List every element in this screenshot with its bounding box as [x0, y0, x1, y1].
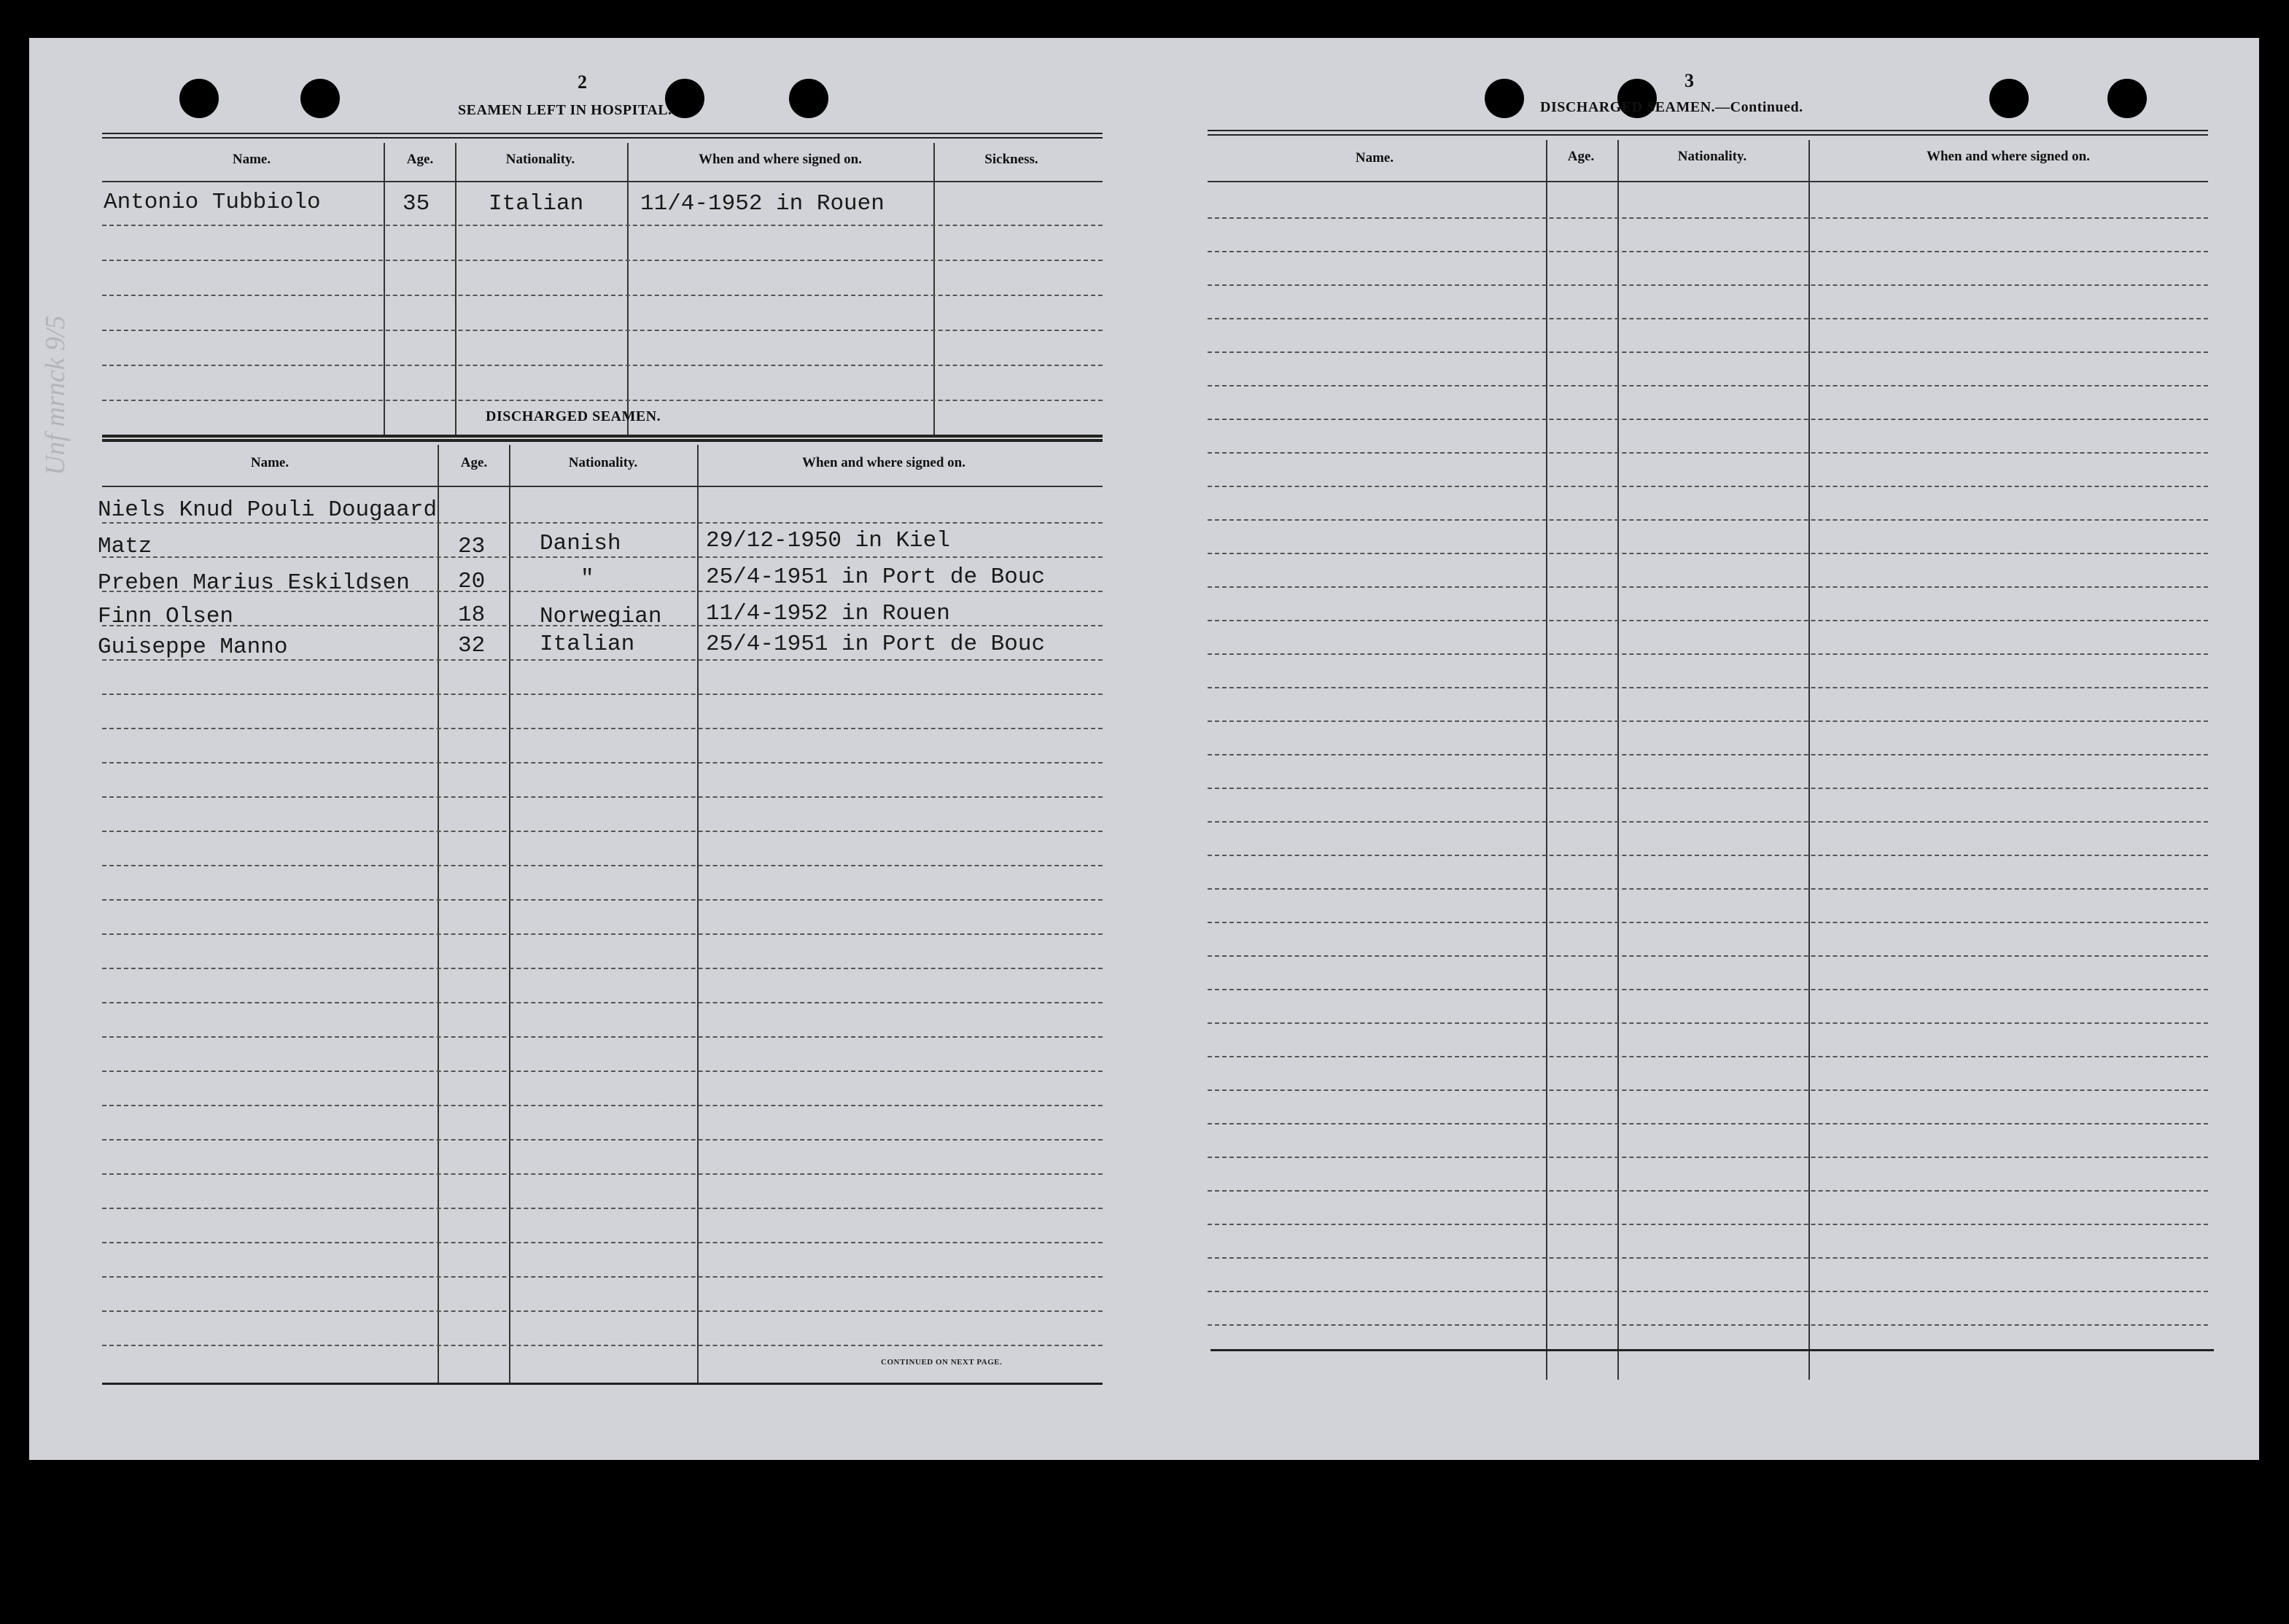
ruled-line [1208, 284, 2208, 286]
ruled-line [1208, 1157, 2208, 1158]
manifest-sheet [29, 38, 2259, 1460]
ruled-line [102, 1345, 1103, 1346]
col-header-nationality: Nationality. [505, 152, 575, 167]
discharged-section-title: DISCHARGED SEAMEN. [486, 408, 661, 424]
ruled-line [1208, 687, 2208, 688]
ruled-line [1208, 452, 2208, 454]
ruled-line [1208, 251, 2208, 252]
ruled-line [102, 1071, 1103, 1072]
ruled-line [102, 1208, 1103, 1209]
discharged-signed-on: 25/4-1951 in Port de Bouc [706, 564, 1046, 590]
ruled-line [1208, 1291, 2208, 1292]
ruled-line [1208, 653, 2208, 655]
discharged-age: 23 [458, 534, 486, 559]
col-header-age: Age. [1567, 149, 1595, 164]
ruled-line [102, 1036, 1103, 1038]
page-number-left: 2 [578, 71, 587, 93]
ruled-line [102, 1002, 1103, 1003]
ruled-line [1208, 855, 2208, 856]
ruled-line [102, 831, 1103, 832]
ruled-line [1208, 989, 2208, 990]
ruled-line [1208, 788, 2208, 789]
ruled-line [1208, 1324, 2208, 1326]
ruled-line [1208, 620, 2208, 621]
ruled-line [1208, 351, 2208, 353]
ruled-line [1208, 1257, 2208, 1259]
ruled-line [102, 365, 1103, 366]
discharged-name: Matz [98, 534, 152, 559]
punch-hole [789, 79, 828, 118]
col-header-name: Name. [1355, 150, 1394, 166]
col-header-name: Name. [250, 455, 289, 470]
hospital-signed-on: 11/4-1952 in Rouen [640, 191, 885, 217]
col-header-signed-on: When and where signed on. [801, 455, 965, 470]
discharged-signed-on: 11/4-1952 in Rouen [706, 601, 950, 626]
ruled-line [1208, 821, 2208, 823]
ruled-line [1208, 217, 2208, 219]
ruled-line [1208, 419, 2208, 420]
ruled-line [1208, 1089, 2208, 1091]
discharged-age: 20 [458, 569, 486, 594]
continued-footer: CONTINUED ON NEXT PAGE. [881, 1358, 1003, 1367]
ruled-line [1208, 519, 2208, 521]
ruled-line [102, 1173, 1103, 1175]
col-header-signed-on: When and where signed on. [1926, 149, 2090, 164]
discharged-age: 32 [458, 633, 486, 658]
discharged-name: Preben Marius Eskildsen [98, 570, 410, 596]
ruled-line [102, 1105, 1103, 1106]
hospital-age: 35 [403, 191, 430, 217]
punch-hole [2107, 79, 2147, 118]
right-col-divider [1808, 140, 1810, 1380]
col-header-name: Name. [232, 152, 271, 167]
hospital-col-divider [933, 143, 935, 435]
discharged-bottom-rule [102, 1383, 1103, 1385]
discharged-name: Finn Olsen [98, 604, 234, 629]
right-col-divider [1617, 140, 1619, 1380]
ruled-line [102, 933, 1103, 935]
col-header-nationality: Nationality. [568, 455, 638, 470]
discharged-age: 18 [458, 602, 486, 628]
margin-note: Unf mrnck 9/5 [40, 315, 71, 475]
ruled-line [102, 865, 1103, 866]
punch-hole [300, 79, 340, 118]
right-header-rule [1208, 181, 2208, 182]
ruled-line [1208, 888, 2208, 890]
ruled-line [102, 1139, 1103, 1141]
ruled-line [1208, 586, 2208, 588]
hospital-col-divider [627, 143, 629, 435]
ruled-line [1208, 1056, 2208, 1057]
ruled-line [1208, 922, 2208, 923]
discharged-name: Niels Knud Pouli Dougaard [98, 497, 438, 523]
punch-hole [179, 79, 219, 118]
ruled-line [102, 260, 1103, 261]
ruled-line [102, 899, 1103, 901]
ruled-line [1208, 720, 2208, 722]
discharged-top-rule [102, 436, 1103, 442]
ruled-line [1208, 1022, 2208, 1024]
ruled-line [102, 1242, 1103, 1243]
discharged-header-rule [102, 486, 1103, 487]
hospital-nationality: Italian [489, 191, 584, 217]
col-header-signed-on: When and where signed on. [698, 152, 862, 167]
hospital-col-divider [384, 143, 385, 435]
discharged-signed-on: 29/12-1950 in Kiel [706, 528, 950, 553]
ruled-line [1208, 385, 2208, 386]
ruled-line [1208, 754, 2208, 755]
ruled-line [102, 762, 1103, 764]
discharged-nationality: Danish [540, 531, 621, 556]
discharged-nationality: Italian [540, 632, 635, 657]
ruled-line [102, 728, 1103, 729]
ruled-line [1208, 1190, 2208, 1192]
ruled-line [1208, 553, 2208, 554]
ruled-line [102, 295, 1103, 296]
hospital-section-title: SEAMEN LEFT IN HOSPITAL. [458, 102, 672, 118]
ruled-line [102, 556, 1103, 558]
ruled-line [102, 400, 1103, 401]
ruled-line [1208, 318, 2208, 319]
punch-hole [1485, 79, 1524, 118]
discharged-name: Guiseppe Manno [98, 634, 288, 660]
ruled-line [102, 796, 1103, 798]
right-col-divider [1546, 140, 1547, 1380]
hospital-col-divider [455, 143, 456, 435]
discharged-nationality: " [580, 566, 594, 591]
hospital-name: Antonio Tubbiolo [104, 190, 321, 215]
punch-hole [1989, 79, 2029, 118]
page-number-right: 3 [1684, 70, 1694, 91]
ruled-line [1208, 486, 2208, 487]
ruled-line [1208, 1123, 2208, 1124]
discharged-signed-on: 25/4-1951 in Port de Bouc [706, 632, 1046, 657]
hospital-top-rule [102, 133, 1103, 139]
right-top-rule [1208, 130, 2208, 136]
hospital-header-rule [102, 181, 1103, 182]
ruled-line [102, 693, 1103, 695]
ruled-line [1208, 955, 2208, 957]
discharged-nationality: Norwegian [540, 604, 662, 629]
col-header-sickness: Sickness. [984, 152, 1038, 167]
right-bottom-rule [1210, 1349, 2214, 1351]
ruled-line [1208, 1224, 2208, 1225]
col-header-nationality: Nationality. [1677, 149, 1747, 164]
ruled-line [102, 330, 1103, 331]
col-header-age: Age. [406, 152, 434, 167]
ruled-line [102, 968, 1103, 969]
right-section-title: DISCHARGED SEAMEN.—Continued. [1540, 99, 1803, 115]
ruled-line [102, 1310, 1103, 1312]
ruled-line [102, 225, 1103, 226]
col-header-age: Age. [460, 455, 488, 470]
ruled-line [102, 1276, 1103, 1278]
